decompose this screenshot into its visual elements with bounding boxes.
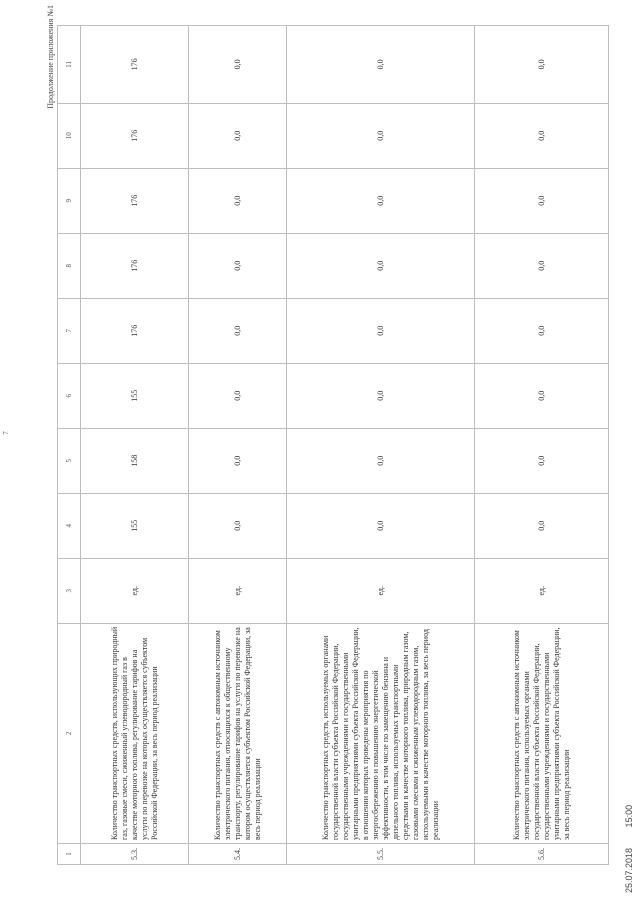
row-value: 158 [81, 428, 189, 493]
row-value: 0,0 [189, 493, 287, 558]
row-value: 0,0 [287, 26, 475, 104]
column-number: 2 [58, 623, 81, 843]
row-number: 5.5. [287, 844, 475, 865]
row-value: 0,0 [475, 103, 609, 168]
column-number: 11 [58, 26, 81, 104]
row-value: 0,0 [287, 103, 475, 168]
column-number: 6 [58, 363, 81, 428]
row-unit: ед. [81, 558, 189, 623]
row-value: 155 [81, 493, 189, 558]
table-row [475, 26, 609, 865]
data-table [57, 25, 609, 865]
continuation-label: Продолжение приложения №1 [46, 5, 55, 109]
row-description: Количество транспортных средств, использующих природный газ, газовые смеси, сжиженный углеводородный газ в качестве моторного топлива, регулирование тарифов на услуги по перевозке на которых осуществляется субъектом Российской Федерации, за весь период реализации [81, 623, 189, 843]
column-number: 7 [58, 298, 81, 363]
row-value: 176 [81, 233, 189, 298]
print-date: 25.07.2018 [624, 847, 634, 893]
row-value: 176 [81, 26, 189, 104]
row-value: 0,0 [189, 298, 287, 363]
column-number: 5 [58, 428, 81, 493]
row-value: 0,0 [475, 168, 609, 233]
row-value: 176 [81, 103, 189, 168]
column-number-row [58, 26, 81, 865]
row-value: 0,0 [189, 428, 287, 493]
table-row [189, 26, 287, 865]
column-number: 4 [58, 493, 81, 558]
table-row [287, 26, 475, 865]
row-description: Количество транспортных средств с автономным источником электрического питания, относящихся к общественному транспорту, регулирование тарифов на услуги по перевозке на котором осуществляется субъектом Российской Федерации, за весь период реализации [189, 623, 287, 843]
row-value: 155 [81, 363, 189, 428]
row-value: 176 [81, 168, 189, 233]
row-value: 0,0 [475, 363, 609, 428]
row-value: 0,0 [189, 233, 287, 298]
print-timestamp [624, 805, 634, 893]
row-value: 0,0 [475, 233, 609, 298]
column-number: 9 [58, 168, 81, 233]
row-value: 176 [81, 298, 189, 363]
row-value: 0,0 [287, 233, 475, 298]
row-value: 0,0 [475, 428, 609, 493]
column-number: 1 [58, 844, 81, 865]
row-value: 0,0 [189, 26, 287, 104]
print-time: 15:00 [624, 804, 634, 828]
row-value: 0,0 [287, 428, 475, 493]
row-value: 0,0 [287, 493, 475, 558]
row-value: 0,0 [287, 363, 475, 428]
column-number: 10 [58, 103, 81, 168]
column-number: 8 [58, 233, 81, 298]
row-description: Количество транспортных средств с автономным источником электрического питания, используемых органами государственной власти субъекта Российской Федерации, государственными учреждениями и государственными унитарными предприятиями субъекта Российской Федерации, за весь период реализации [475, 623, 609, 843]
column-number: 3 [58, 558, 81, 623]
row-number: 5.4. [189, 844, 287, 865]
table-row [81, 26, 189, 865]
row-value: 0,0 [287, 298, 475, 363]
row-value: 0,0 [475, 493, 609, 558]
page-number: 7 [2, 431, 10, 435]
row-unit: ед. [475, 558, 609, 623]
row-description: Количество транспортных средств, используемых органами государственной власти субъекта Российской Федерации, государственными учреждениями и государственными унитарными предприятиями субъекта Российской Федерации, в отношении которых проведены мероприятия по энергосбережению и повышению энергетической эффективности, в том числе по замещению бензина и дизельного топлива, используемых транспортными средствами в качестве моторного топлива, природным газом, газовыми смесями и сжиженным углеводородным газом, используемыми в качестве моторного топлива, за весь период реализации [287, 623, 475, 843]
row-value: 0,0 [189, 103, 287, 168]
row-number: 5.6. [475, 844, 609, 865]
row-unit: ед. [189, 558, 287, 623]
row-number: 5.3. [81, 844, 189, 865]
row-value: 0,0 [189, 168, 287, 233]
row-value: 0,0 [189, 363, 287, 428]
row-value: 0,0 [287, 168, 475, 233]
row-unit: ед. [287, 558, 475, 623]
row-value: 0,0 [475, 298, 609, 363]
row-value: 0,0 [475, 26, 609, 104]
